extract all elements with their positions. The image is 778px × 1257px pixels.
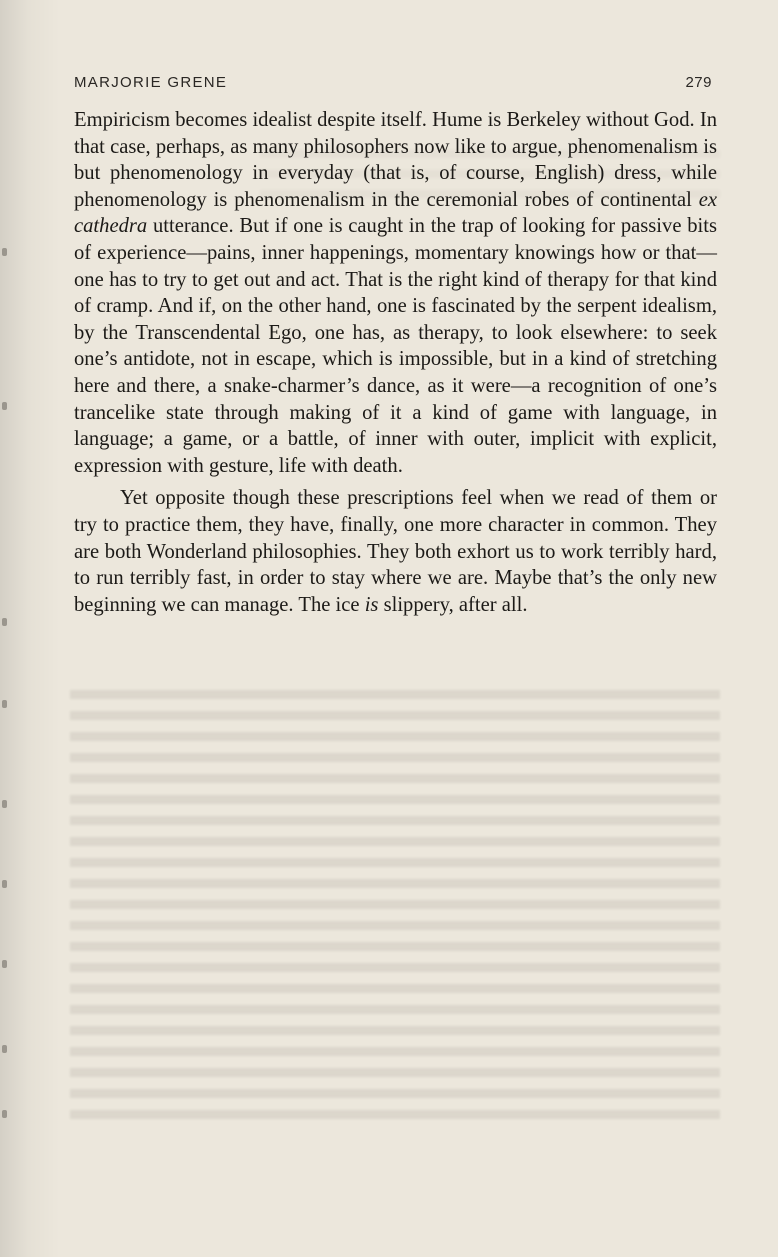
text-run: slippery, after all. bbox=[378, 593, 528, 616]
italic-text: ex cathedra bbox=[74, 188, 717, 238]
text-run: Empiricism becomes idealist despite itself. Hume is Berkeley without God. In that case, perhaps, as many philosophers now like to argue, phenomenalism is but phenomenology in everyday (that is, of course, English) dress, while phenomenology is phenomenalism in the ceremonial robes of continental bbox=[74, 109, 717, 211]
binding-edge bbox=[0, 0, 14, 1257]
text-run: utterance. But if one is caught in the trap of looking for passive bits of experience—pains, inner happenings, momentary knowings how or that—one has to try to get out and act. That is the right kind of therapy for that kind of cramp. And if, on the other hand, one is fascinated by the serpent idealism, by the Transcendental Ego, one has, as therapy, to look elsewhere: to seek one’s antidote, not in escape, which is impossible, but in a kind of stretching here and there, a snake-charmer’s dance, as it were—a recognition of one’s trancelike state through making of it a kind of game with language, in language; a game, or a battle, of inner with outer, implicit with explicit, expression with gesture, life with death. bbox=[74, 215, 717, 477]
text-run: Yet opposite though these prescriptions feel when we read of them or try to practice them, they have, finally, one more character in common. They are both Wonderland philosophies. They both exhort us to work terribly hard, to run terribly fast, in order to stay where we are. Maybe that’s the only new beginning we can manage. The ice bbox=[74, 487, 717, 616]
paragraph bbox=[74, 107, 717, 479]
page-number: 279 bbox=[685, 74, 712, 91]
running-header bbox=[74, 74, 714, 96]
running-header-author: MARJORIE GRENE bbox=[74, 74, 228, 91]
show-through-text bbox=[70, 690, 720, 1120]
body-text bbox=[74, 107, 717, 618]
italic-text: is bbox=[364, 593, 379, 616]
paragraph bbox=[74, 485, 717, 618]
